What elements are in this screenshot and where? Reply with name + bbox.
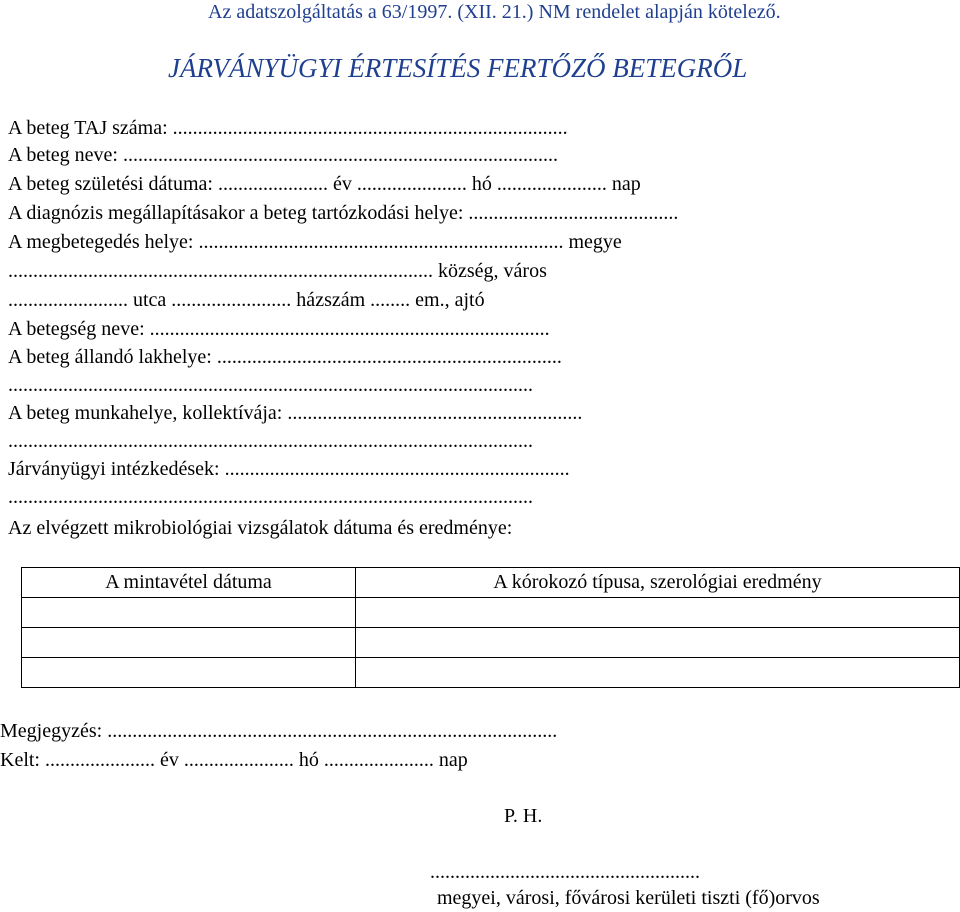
signature-label: megyei, városi, fővárosi kerületi tiszti (fő)orvos — [437, 887, 820, 909]
table-row — [22, 658, 960, 688]
field-taj-number: A beteg TAJ száma: ............................................................................... — [8, 117, 568, 139]
table-row — [22, 598, 960, 628]
field-workplace-cont: ......................................................................................................... — [8, 430, 533, 452]
field-municipality: ..................................................................................... község, város — [8, 260, 547, 282]
field-disease-name: A betegség neve: ................................................................................ — [8, 318, 550, 340]
field-patient-name: A beteg neve: ....................................................................................... — [8, 144, 558, 166]
micro-results-table — [21, 567, 960, 688]
field-residence-cont: ......................................................................................................... — [8, 374, 533, 396]
table-cell[interactable] — [356, 598, 960, 628]
field-measures-cont: ......................................................................................................... — [8, 486, 533, 508]
field-micro-tests: Az elvégzett mikrobiológiai vizsgálatok dátuma és eredménye: — [8, 517, 513, 539]
field-diagnosis-place: A diagnózis megállapításakor a beteg tartózkodási helye: .......................................... — [8, 202, 679, 224]
legal-note: Az adatszolgáltatás a 63/1997. (XII. 21.) NM rendelet alapján kötelező. — [208, 1, 781, 23]
table-cell[interactable] — [356, 628, 960, 658]
field-residence: A beteg állandó lakhelye: ..................................................................... — [8, 346, 562, 368]
field-workplace: A beteg munkahelye, kollektívája: ........................................................... — [8, 402, 583, 424]
table-header-row — [22, 568, 960, 598]
form-title: JÁRVÁNYÜGYI ÉRTESÍTÉS FERTŐZŐ BETEGRŐL — [168, 53, 748, 83]
column-header-sample-date: A mintavétel dátuma — [22, 568, 356, 598]
field-birth-date: A beteg születési dátuma: ...................... év ...................... hó ...................... nap — [8, 173, 641, 195]
field-address: ........................ utca ........................ házszám ........ em., ajtó — [8, 289, 485, 311]
table-cell[interactable] — [22, 598, 356, 628]
table-row — [22, 628, 960, 658]
field-illness-place: A megbetegedés helye: ......................................................................... megye — [8, 231, 622, 253]
field-measures: Járványügyi intézkedések: ..................................................................... — [8, 458, 570, 480]
table-cell[interactable] — [356, 658, 960, 688]
column-header-pathogen-type: A kórokozó típusa, szerológiai eredmény — [356, 568, 960, 598]
table-cell[interactable] — [22, 658, 356, 688]
stamp-placeholder: P. H. — [504, 805, 543, 827]
signature-line: ...................................................... — [430, 861, 700, 883]
field-dated: Kelt: ...................... év ...................... hó ...................... nap — [0, 749, 468, 771]
table-cell[interactable] — [22, 628, 356, 658]
field-note: Megjegyzés: .......................................................................................... — [0, 720, 558, 742]
